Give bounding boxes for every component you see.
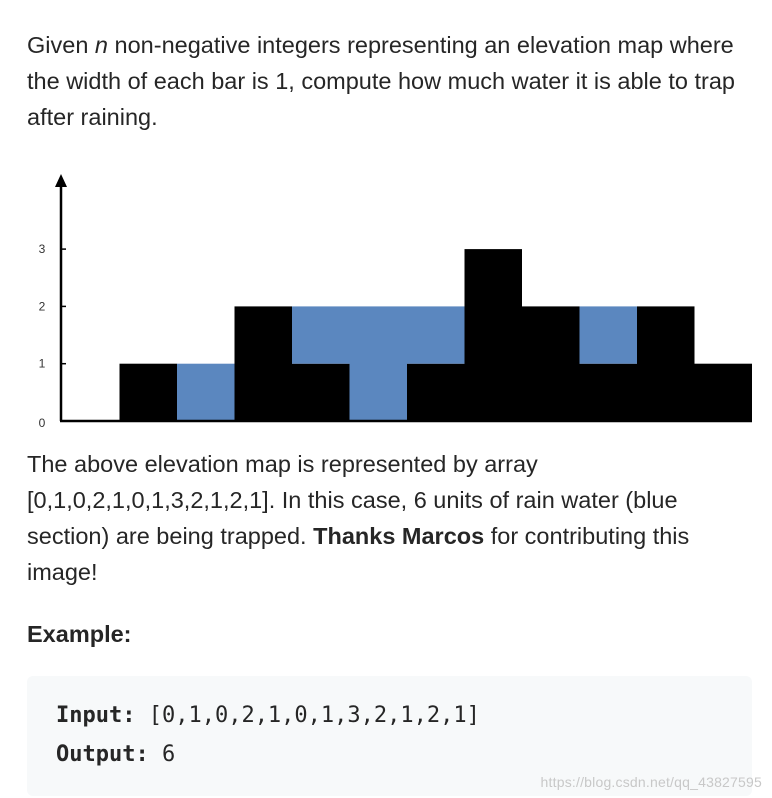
- output-label: Output:: [56, 742, 149, 767]
- elevation-bar: [580, 364, 638, 421]
- y-tick-label: 0: [38, 416, 46, 430]
- water-bar: [580, 306, 638, 363]
- elevation-bar: [120, 364, 178, 421]
- elevation-map-chart: [0, 165, 772, 433]
- description-text-end: for contributing this image!: [27, 523, 690, 585]
- elevation-bar: [235, 306, 293, 421]
- y-tick-label: 1: [38, 356, 46, 371]
- y-tick-label: 2: [38, 299, 46, 314]
- y-axis-arrow: [55, 174, 67, 187]
- water-bar: [177, 364, 235, 421]
- input-line: [56, 696, 752, 735]
- elevation-bar: [292, 364, 350, 421]
- watermark: https://blog.csdn.net/qq_43827595: [540, 774, 762, 790]
- water-bar: [292, 306, 350, 363]
- variable-n: n: [94, 32, 108, 58]
- statement-text-after: non-negative integers representing an elevation map where the width of each bar is 1, compute how much water it is able to trap after raining.: [27, 32, 735, 130]
- input-value: [0,1,0,2,1,0,1,3,2,1,2,1]: [135, 703, 480, 728]
- water-bar: [350, 306, 408, 421]
- input-label: Input:: [56, 703, 136, 728]
- elevation-bar: [695, 364, 753, 421]
- y-tick-label: 3: [38, 242, 46, 257]
- thanks-text: Thanks Marcos: [313, 523, 485, 549]
- elevation-bar: [465, 249, 523, 421]
- bars-layer: [120, 249, 753, 421]
- output-line: [56, 735, 752, 774]
- elevation-bar: [522, 306, 580, 421]
- problem-statement: [27, 27, 752, 135]
- elevation-bar: [407, 364, 465, 421]
- water-bar: [407, 306, 465, 363]
- description: [27, 446, 752, 590]
- description-text: The above elevation map is represented by array [0,1,0,2,1,0,1,3,2,1,2,1]. In this case, 6 units of rain water (blue section) are being trapped.: [27, 451, 678, 549]
- statement-text-before: Given: [27, 32, 95, 58]
- elevation-bar: [637, 306, 695, 421]
- example-heading: Example:: [27, 621, 132, 647]
- output-value: 6: [148, 742, 176, 767]
